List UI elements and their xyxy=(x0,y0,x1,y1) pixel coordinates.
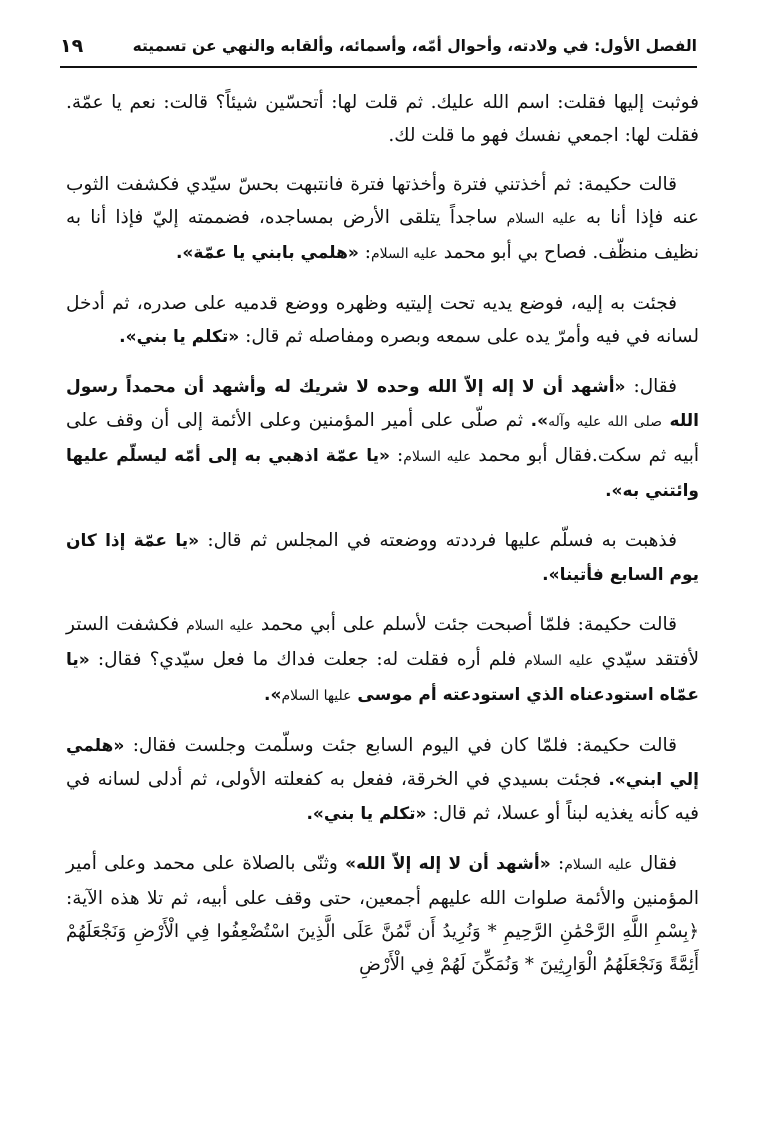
paragraph-text: ثم صلّى على أمير المؤمنين وعلى الأئمة إلى أن وقف على أبيه ثم سكت.فقال أبو محمد xyxy=(66,410,699,466)
paragraph-text: ساجداً يتلقى الأرض بمساجده، فضممته إليّ فإذا أنا به نظيف منظّف. فصاح بي أبو محمد xyxy=(66,207,699,263)
honorific-mark: عليه السلام xyxy=(524,653,594,669)
page-number: ١٩ xyxy=(60,35,84,57)
quoted-speech: «أشهد أن لا إله إلاّ الله وحده لا شريك له وأشهد أن محمداً رسول الله xyxy=(66,377,700,431)
quoted-speech: «تكلم يا بني». xyxy=(306,804,427,824)
paragraph-text: فكشفت الستر لأفتقد سيّدي xyxy=(66,614,700,670)
honorific-mark: عليه السلام xyxy=(403,449,472,465)
paragraph-6 xyxy=(66,608,699,713)
quoted-speech: «تكلم يا بني». xyxy=(119,327,240,347)
paragraph-5 xyxy=(66,524,699,592)
running-header xyxy=(60,28,697,64)
paragraph-7 xyxy=(66,729,699,831)
paragraph-text: فذهبت به فسلّم عليها فرددته ووضعته في المجلس ثم قال: xyxy=(207,530,677,551)
quoted-speech: «هلمي بابني يا عمّة». xyxy=(175,243,359,263)
paragraph-4 xyxy=(66,370,699,508)
quoted-speech: «يا عمّة اذهبي به إلى أمّه ليسلّم عليها وائتني به». xyxy=(66,446,699,501)
quoted-speech: ». xyxy=(530,411,549,431)
paragraph-text: فوثبت إليها فقلت: اسم الله عليك. ثم قلت لها: أتحسّين شيئاً؟ قالت: نعم يا عمّة. فقلت لها: اجمعي نفسك فهو ما قلت لك. xyxy=(66,92,699,146)
quoted-speech: «أشهد أن لا إله إلاّ الله» xyxy=(345,854,551,874)
paragraph-text: : xyxy=(364,242,371,263)
honorific-mark: عليها السلام xyxy=(281,688,352,704)
paragraph-text: وثنّى بالصلاة على محمد وعلى أمير المؤمنين والأئمة صلوات الله عليهم أجمعين، حتى وقف على أبيه، ثم تلا هذه الآية: xyxy=(66,853,699,909)
paragraph-text: قالت حكيمة: ثم أخذتني فترة وأخذتها فترة فانتبهت بحسّ سيّدي فكشفت الثوب عنه فإذا أنا به xyxy=(66,174,699,228)
paragraph-8 xyxy=(66,847,699,981)
chapter-title: الفصل الأول: في ولادته، وأحوال أمّه، وأسمائه، وألقابه والنهي عن تسميته xyxy=(132,37,697,55)
paragraph-3 xyxy=(66,287,699,354)
paragraph-text: فقال: xyxy=(633,376,677,397)
body-text xyxy=(66,86,699,981)
paragraph-text: قالت حكيمة: فلمّا كان في اليوم السابع جئت وسلّمت وجلست فقال: xyxy=(132,735,678,756)
honorific-mark: صلى الله عليه وآله xyxy=(548,414,662,430)
paragraph-text: فقال xyxy=(639,853,677,874)
quoted-speech: «هلمي إلي ابني». xyxy=(66,736,699,790)
paragraph-text: فلم أره فقلت له: جعلت فداك ما فعل سيّدي؟ فقال: xyxy=(97,649,517,670)
paragraph-text: فجئت به إليه، فوضع يديه تحت إليتيه وظهره ووضع قدميه على صدره، ثم أدخل لسانه في فيه وأمرّ يده على سمعه وبصره ومفاصله ثم قال: xyxy=(66,293,699,347)
quran-verse: ﴿بِسْمِ اللَّهِ الرَّحْمَٰنِ الرَّحِيمِ * وَنُرِيدُ أَن نَّمُنَّ عَلَى الَّذِينَ اسْتُضْعِفُوا فِي الْأَرْضِ وَنَجْعَلَهُمْ أَئِمَّةً وَنَجْعَلَهُمُ الْوَارِثِينَ * وَنُمَكِّنَ لَهُمْ فِي الْأَرْضِ xyxy=(66,921,699,975)
quoted-speech: «يا عمّاه استودعناه الذي استودعته أم موسى xyxy=(66,650,699,705)
paragraph-1 xyxy=(66,86,699,152)
honorific-mark: عليه السلام xyxy=(186,618,254,634)
paragraph-2 xyxy=(66,168,699,271)
paragraph-text: : xyxy=(397,445,404,466)
honorific-mark: عليه السلام xyxy=(564,857,633,873)
quoted-speech: ». xyxy=(264,685,282,705)
honorific-mark: عليه السلام xyxy=(370,246,438,262)
honorific-mark: عليه السلام xyxy=(506,211,577,227)
header-divider xyxy=(60,66,697,68)
paragraph-text: : xyxy=(557,853,565,874)
quoted-speech: «يا عمّة إذا كان يوم السابع فأتينا». xyxy=(66,531,699,585)
paragraph-text: قالت حكيمة: فلمّا أصبحت جئت لأسلم على أبي محمد xyxy=(260,614,677,635)
paragraph-text: فجئت بسيدي في الخرقة، ففعل به كفعلته الأولى، ثم أدلى لسانه في فيه كأنه يغذيه لبناً أو عسلا، ثم قال: xyxy=(66,769,699,824)
